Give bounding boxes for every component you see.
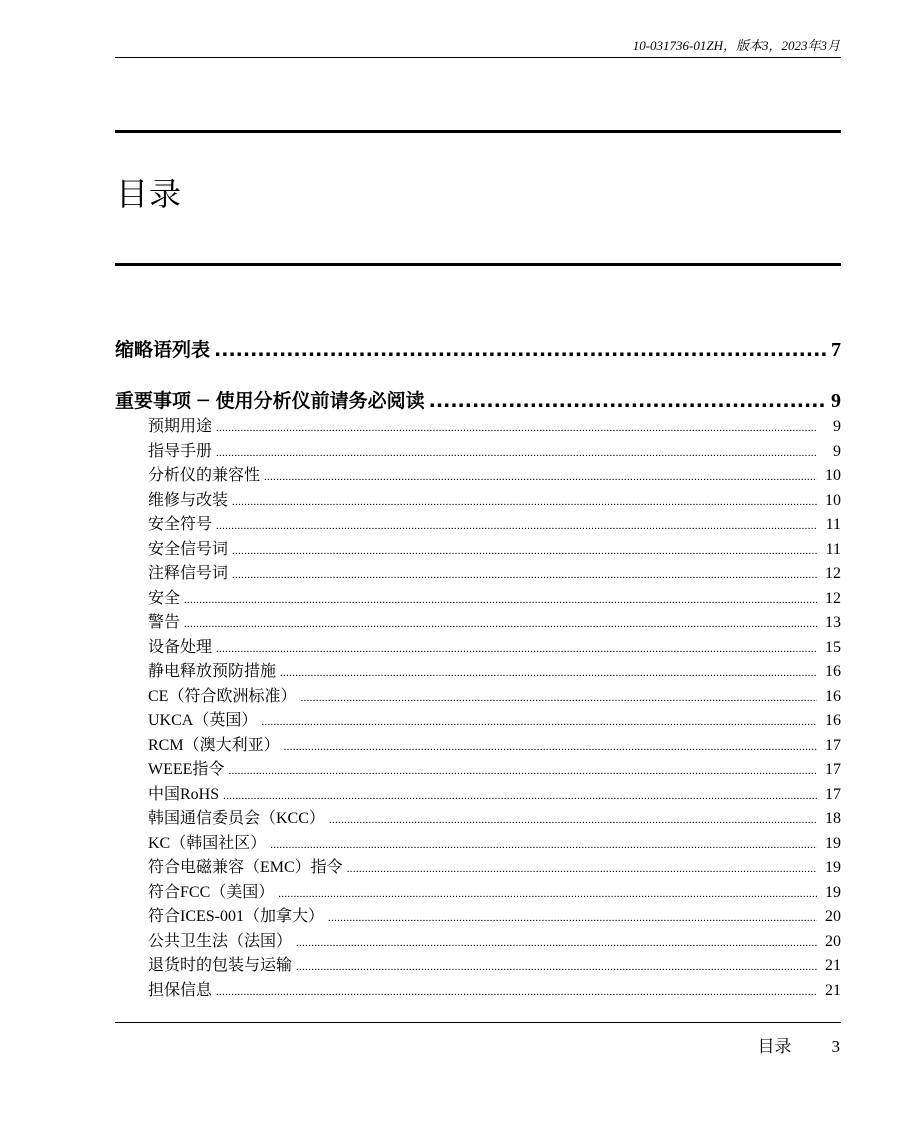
dot-leader	[216, 637, 817, 662]
dot-leader	[278, 882, 817, 907]
page-title: 目录	[116, 175, 183, 213]
toc-section-label: 警告	[148, 614, 181, 631]
toc-section-disposal[interactable]	[115, 636, 841, 661]
toc-page-number: 21	[825, 981, 841, 999]
toc-page-number: 9	[833, 418, 841, 435]
toc-section-label: 韩国通信委员会（KCC）	[148, 810, 325, 827]
dot-leader	[270, 833, 817, 858]
toc-section-esd[interactable]	[115, 660, 841, 685]
toc-section-label: 分析仪的兼容性	[148, 467, 261, 484]
dot-leader	[232, 539, 817, 564]
toc-section-label: 退货时的包装与运输	[148, 957, 293, 974]
toc-section-kcc[interactable]	[115, 807, 841, 832]
footer-section-title: 目录	[757, 1037, 792, 1056]
toc-page-number: 9	[833, 442, 841, 460]
toc-section-label: 安全	[148, 589, 181, 607]
toc-page-number: 18	[825, 810, 841, 827]
toc-section-fcc[interactable]	[115, 881, 841, 906]
toc-page-number: 19	[825, 859, 841, 876]
toc-section-repair[interactable]	[115, 489, 841, 514]
toc-section-label: 预期用途	[148, 418, 213, 435]
dot-leader	[216, 980, 817, 1005]
toc-section-label: WEEE指令	[148, 761, 225, 778]
dot-leader	[216, 441, 817, 466]
dot-leader	[214, 336, 827, 364]
toc-page-number: 12	[825, 589, 841, 607]
toc-section-label: CE（符合欧洲标准）	[148, 687, 297, 705]
toc-section-label: 指导手册	[148, 442, 213, 460]
toc-page-number: 9	[831, 390, 841, 412]
toc-chapter-important[interactable]	[115, 387, 841, 415]
dot-leader	[228, 759, 817, 784]
toc-page-number: 10	[825, 491, 841, 509]
toc-section-kc[interactable]	[115, 832, 841, 857]
dot-leader	[300, 686, 817, 711]
toc-section-public-health-france[interactable]	[115, 930, 841, 955]
dot-leader	[261, 710, 817, 735]
dot-leader	[264, 465, 817, 490]
toc-chapter-label: 缩略语列表	[115, 339, 211, 361]
dot-leader	[329, 808, 817, 833]
dot-leader	[296, 955, 817, 980]
toc-page-number: 21	[825, 957, 841, 974]
toc-section-signal-words[interactable]	[115, 538, 841, 563]
title-bottom-rule	[115, 263, 841, 266]
table-of-contents	[115, 336, 841, 1003]
toc-section-label: 安全符号	[148, 516, 213, 533]
toc-page-number: 12	[825, 565, 841, 582]
footer-rule	[115, 1022, 841, 1023]
page-footer	[758, 1036, 841, 1058]
dot-leader	[216, 514, 817, 539]
toc-section-label: 符合FCC（美国）	[148, 883, 275, 901]
toc-section-label: 注释信号词	[148, 565, 229, 582]
toc-section-china-rohs[interactable]	[115, 783, 841, 808]
toc-page-number: 20	[825, 932, 841, 950]
dot-leader	[184, 588, 817, 613]
toc-section-label: 中国RoHS	[148, 785, 220, 803]
toc-section-safety[interactable]	[115, 587, 841, 612]
toc-page-number: 11	[825, 516, 841, 533]
toc-section-ce[interactable]	[115, 685, 841, 710]
toc-page-number: 19	[825, 834, 841, 852]
dot-leader	[280, 661, 817, 686]
toc-page-number: 16	[825, 687, 841, 705]
toc-page-number: 16	[825, 663, 841, 680]
toc-page-number: 13	[825, 614, 841, 631]
toc-section-weee[interactable]	[115, 758, 841, 783]
toc-page-number: 17	[825, 736, 841, 754]
toc-page-number: 17	[825, 785, 841, 803]
dot-leader	[328, 906, 817, 931]
toc-page-number: 20	[825, 908, 841, 925]
document-header-info: 10-031736-01ZH，版本3，2023年3月	[632, 38, 840, 53]
toc-section-rcm[interactable]	[115, 734, 841, 759]
title-top-rule	[115, 130, 841, 133]
toc-section-label: 担保信息	[148, 981, 213, 999]
toc-section-emc[interactable]	[115, 856, 841, 881]
toc-section-return-shipping[interactable]	[115, 954, 841, 979]
toc-section-label: KC（韩国社区）	[148, 834, 267, 852]
dot-leader	[296, 931, 817, 956]
toc-page-number: 19	[825, 883, 841, 901]
dot-leader	[429, 387, 827, 415]
dot-leader	[347, 857, 817, 882]
toc-section-label: 维修与改装	[148, 491, 229, 509]
dot-leader	[184, 612, 817, 637]
toc-chapter-abbreviations[interactable]	[115, 336, 841, 364]
toc-section-label: RCM（澳大利亚）	[148, 736, 280, 754]
toc-section-warnings[interactable]	[115, 611, 841, 636]
dot-leader	[216, 416, 817, 441]
toc-section-label: 静电释放预防措施	[148, 663, 277, 680]
dot-leader	[232, 563, 817, 588]
toc-page-number: 10	[825, 467, 841, 484]
toc-section-label: 设备处理	[148, 638, 213, 656]
toc-page-number: 7	[831, 339, 841, 361]
toc-section-user-manual[interactable]	[115, 440, 841, 465]
toc-page-number: 15	[825, 638, 841, 656]
toc-section-label: 符合ICES-001（加拿大）	[148, 908, 325, 925]
toc-section-intended-use[interactable]	[115, 415, 841, 440]
toc-page-number: 11	[825, 540, 841, 558]
footer-page-number: 3	[831, 1037, 840, 1056]
dot-leader	[223, 784, 817, 809]
toc-section-label: 符合电磁兼容（EMC）指令	[148, 859, 343, 876]
toc-section-note-words[interactable]	[115, 562, 841, 587]
toc-page-number: 16	[825, 712, 841, 729]
toc-section-warranty[interactable]	[115, 979, 841, 1004]
toc-section-compatibility[interactable]	[115, 464, 841, 489]
toc-section-ukca[interactable]	[115, 709, 841, 734]
toc-section-label: 公共卫生法（法国）	[148, 932, 293, 950]
toc-chapter-label: 重要事项 ─ 使用分析仪前请务必阅读	[115, 390, 425, 412]
toc-section-label: 安全信号词	[148, 540, 229, 558]
dot-leader	[232, 490, 817, 515]
toc-section-label: UKCA（英国）	[148, 712, 258, 729]
header-rule	[115, 57, 841, 58]
toc-section-ices[interactable]	[115, 905, 841, 930]
toc-page-number: 17	[825, 761, 841, 778]
dot-leader	[284, 735, 817, 760]
toc-section-safety-symbols[interactable]	[115, 513, 841, 538]
